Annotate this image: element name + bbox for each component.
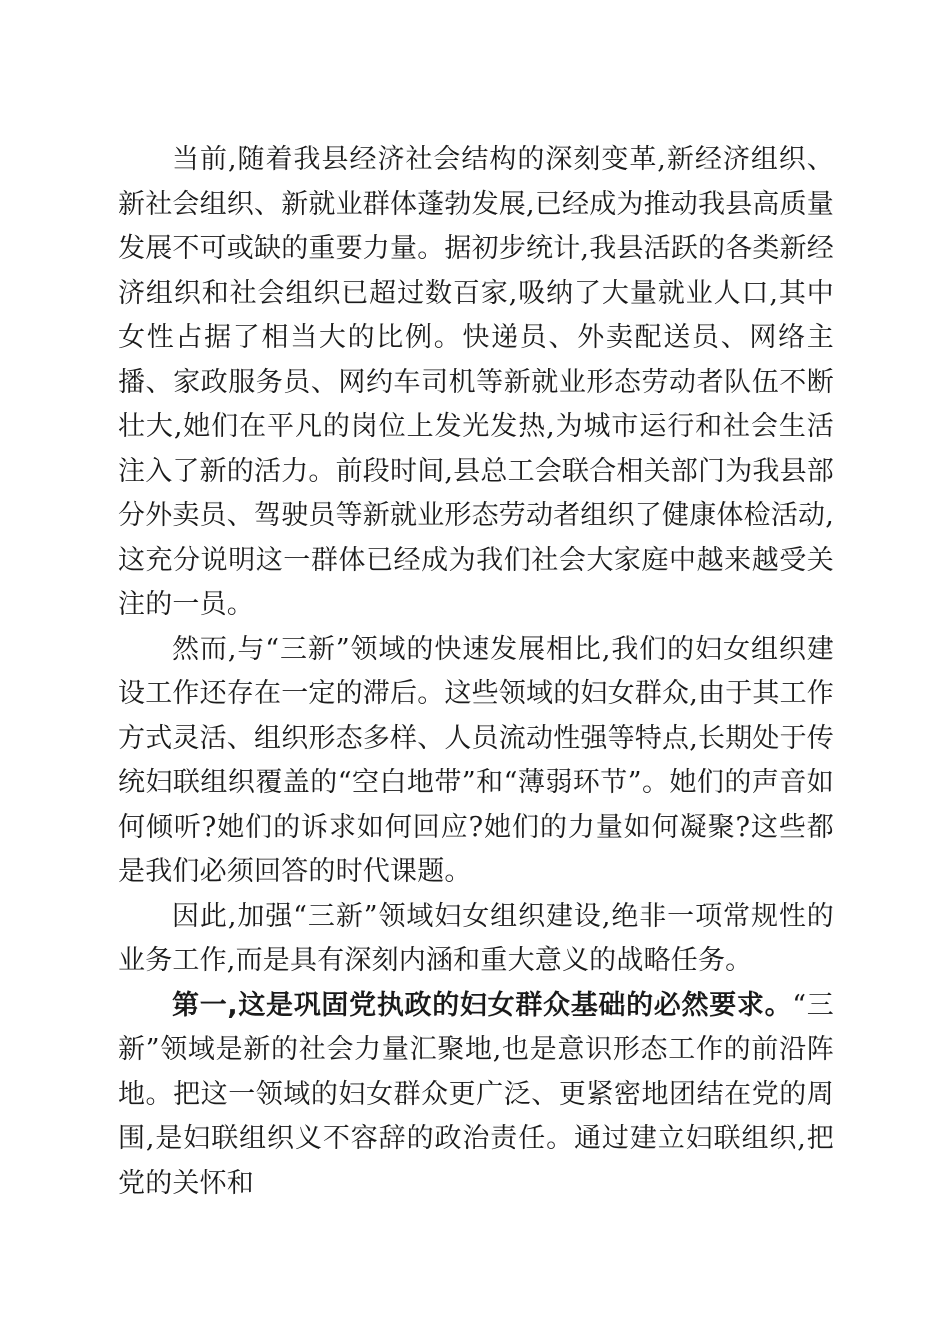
paragraph-2 xyxy=(118,628,834,895)
paragraph-1-text: 当前,随着我县经济社会结构的深刻变革,新经济组织、新社会组织、新就业群体蓬勃发展,已经成为推动我县高质量发展不可或缺的重要力量。据初步统计,我县活跃的各类新经济组织和社会组织已超过数百家,吸纳了大量就业人口,其中女性占据了相当大的比例。快递员、外卖配送员、网络主播、家政服务员、网约车司机等新就业形态劳动者队伍不断壮大,她们在平凡的岗位上发光发热,为城市运行和社会生活注入了新的活力。前段时间,县总工会联合相关部门为我县部分外卖员、驾驶员等新就业形态劳动者组织了健康体检活动,这充分说明这一群体已经成为我们社会大家庭中越来越受关注的一员。 xyxy=(118,144,834,620)
paragraph-1 xyxy=(118,138,834,628)
document-body xyxy=(118,138,834,1206)
paragraph-3-text: 因此,加强“三新”领域妇女组织建设,绝非一项常规性的业务工作,而是具有深刻内涵和重大意义的战略任务。 xyxy=(118,900,834,976)
paragraph-4-lead: 第一,这是巩固党执政的妇女群众基础的必然要求。 xyxy=(172,989,793,1021)
paragraph-3 xyxy=(118,895,834,984)
paragraph-2-text: 然而,与“三新”领域的快速发展相比,我们的妇女组织建设工作还存在一定的滞后。这些领域的妇女群众,由于其工作方式灵活、组织形态多样、人员流动性强等特点,长期处于传统妇联组织覆盖的“空白地带”和“薄弱环节”。她们的声音如何倾听?她们的诉求如何回应?她们的力量如何凝聚?这些都是我们必须回答的时代课题。 xyxy=(118,633,834,887)
paragraph-4-text: “三新”领域是新的社会力量汇聚地,也是意识形态工作的前沿阵地。把这一领域的妇女群众更广泛、更紧密地团结在党的周围,是妇联组织义不容辞的政治责任。通过建立妇联组织,把党的关怀和 xyxy=(118,989,834,1199)
paragraph-4 xyxy=(118,984,834,1207)
